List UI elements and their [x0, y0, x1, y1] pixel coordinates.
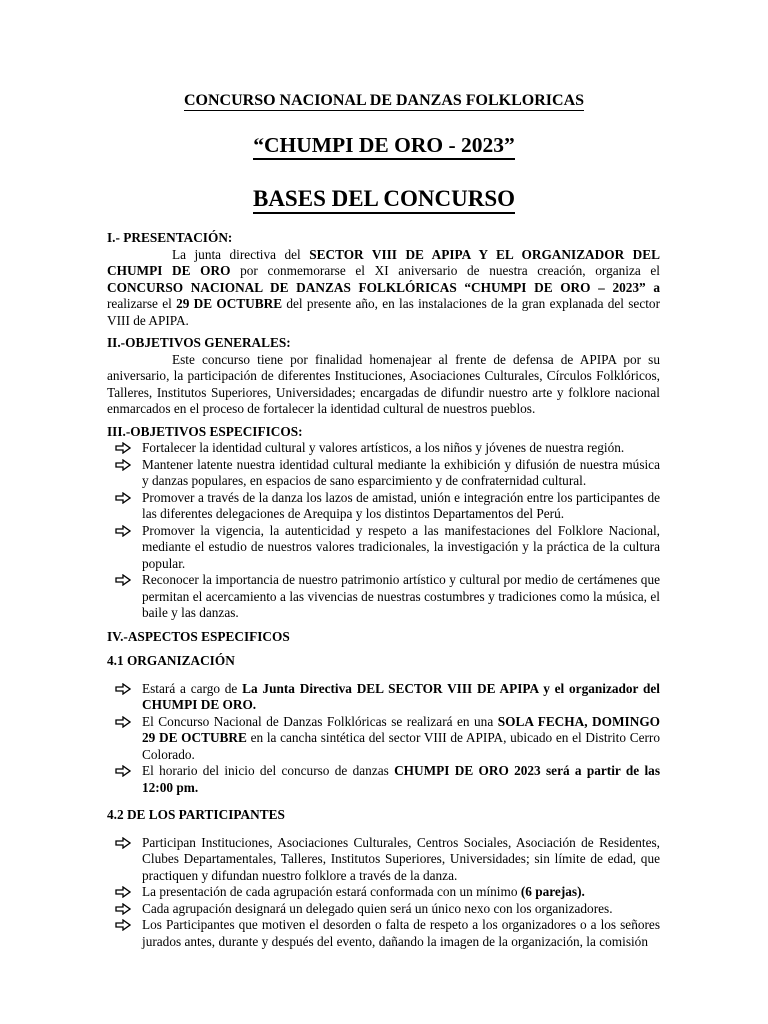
right-arrow-icon [115, 886, 131, 898]
presentacion-paragraph: La junta directiva del SECTOR VIII DE APIPA Y EL ORGANIZADOR DEL CHUMPI DE ORO por conmemorarse el XI aniversario de nuestra creación, organiza el CONCURSO NACIONAL DE DANZAS FOLKLÓRICAS “CHUMPI DE ORO – 2023” a realizarse el 29 DE OCTUBRE del presente año, en las instalaciones de la gran explanada del sector VIII de APIPA. [107, 246, 661, 328]
right-arrow-icon [115, 919, 131, 931]
contest-subtitle: CONCURSO NACIONAL DE DANZAS FOLKLORICAS [183, 92, 585, 109]
objetivos-generales-paragraph: Este concurso tiene por finalidad homenajear al frente de defensa de APIPA por su aniversario, la participación de diferentes Instituciones, Asociaciones Culturales, Círculos Folklóricos, Talleres, Institutos Superiores, Universidades; encargadas de difundir nuestro arte y folklore nacional enmarcados en el proceso de fortalecer la identidad cultural de nuestros pueblos. [107, 351, 660, 416]
subsection-heading-organizacion: 4.1 ORGANIZACIÓN [107, 653, 235, 668]
right-arrow-icon [115, 574, 131, 586]
participantes-list [107, 835, 660, 951]
list-item: Mantener latente nuestra identidad cultural mediante la exhibición y difusión de nuestra música y danzas populares, en espacios de sano esparcimiento y de confraternidad cultural. [107, 457, 660, 490]
section-heading-objetivos-generales: II.-OBJETIVOS GENERALES: [107, 335, 291, 350]
list-item: La presentación de cada agrupación estará conformada con un mínimo (6 parejas). [107, 884, 660, 901]
right-arrow-icon [115, 525, 131, 537]
list-item: El Concurso Nacional de Danzas Folklóricas se realizará en una SOLA FECHA, DOMINGO 29 DE OCTUBRE en la cancha sintética del sector VIII de APIPA, ubicado en el Distrito Cerro Colorado. [107, 714, 660, 764]
list-item: Los Participantes que motiven el desorden o falta de respeto a los organizadores o a los señores jurados antes, durante y después del evento, dañando la imagen de la organización, la comisión [107, 917, 660, 950]
right-arrow-icon [115, 442, 131, 454]
document-body [107, 230, 660, 950]
list-item: Reconocer la importancia de nuestro patrimonio artístico y cultural por medio de certámenes que permitan el acercamiento a las vivencias de nuestras costumbres y tradiciones como la música, el baile y las danzas. [107, 572, 660, 622]
right-arrow-icon [115, 716, 131, 728]
list-item: El horario del inicio del concurso de danzas CHUMPI DE ORO 2023 será a partir de las 12:00 pm. [107, 763, 660, 796]
bases-heading: BASES DEL CONCURSO [0, 186, 768, 212]
organizacion-list [107, 681, 660, 797]
right-arrow-icon [115, 837, 131, 849]
list-item: Fortalecer la identidad cultural y valores artísticos, a los niños y jóvenes de nuestra región. [107, 440, 660, 457]
list-item: Cada agrupación designará un delegado quien será un único nexo con los organizadores. [107, 901, 660, 918]
list-item: Promover la vigencia, la autenticidad y respeto a las manifestaciones del Folklore Nacional, mediante el estudio de nuestros valores tradicionales, la investigación y la práctica de la cultura popular. [107, 523, 660, 573]
right-arrow-icon [115, 459, 131, 471]
list-item: Promover a través de la danza los lazos de amistad, unión e integración entre los participantes de las diferentes delegaciones de Arequipa y los distintos Departamentos del Perú. [107, 490, 660, 523]
contest-title: “CHUMPI DE ORO - 2023” [0, 133, 768, 158]
right-arrow-icon [115, 765, 131, 777]
list-item: Estará a cargo de La Junta Directiva DEL SECTOR VIII DE APIPA y el organizador del CHUMPI DE ORO. [107, 681, 660, 714]
list-item: Participan Instituciones, Asociaciones Culturales, Centros Sociales, Asociación de Residentes, Clubes Departamentales, Talleres, Institutos Superiores, Universidades; sin límite de edad, que practiquen y difundan nuestro folklore a través de la danza. [107, 835, 660, 885]
right-arrow-icon [115, 492, 131, 504]
right-arrow-icon [115, 683, 131, 695]
section-heading-aspectos-especificos: IV.-ASPECTOS ESPECIFICOS [107, 628, 290, 644]
right-arrow-icon [115, 903, 131, 915]
objetivos-especificos-list [107, 440, 660, 622]
section-heading-objetivos-especificos: III.-OBJETIVOS ESPECIFICOS: [107, 423, 303, 439]
section-heading-presentacion: I.- PRESENTACIÓN: [107, 230, 233, 245]
subsection-heading-participantes: 4.2 DE LOS PARTICIPANTES [107, 807, 285, 822]
